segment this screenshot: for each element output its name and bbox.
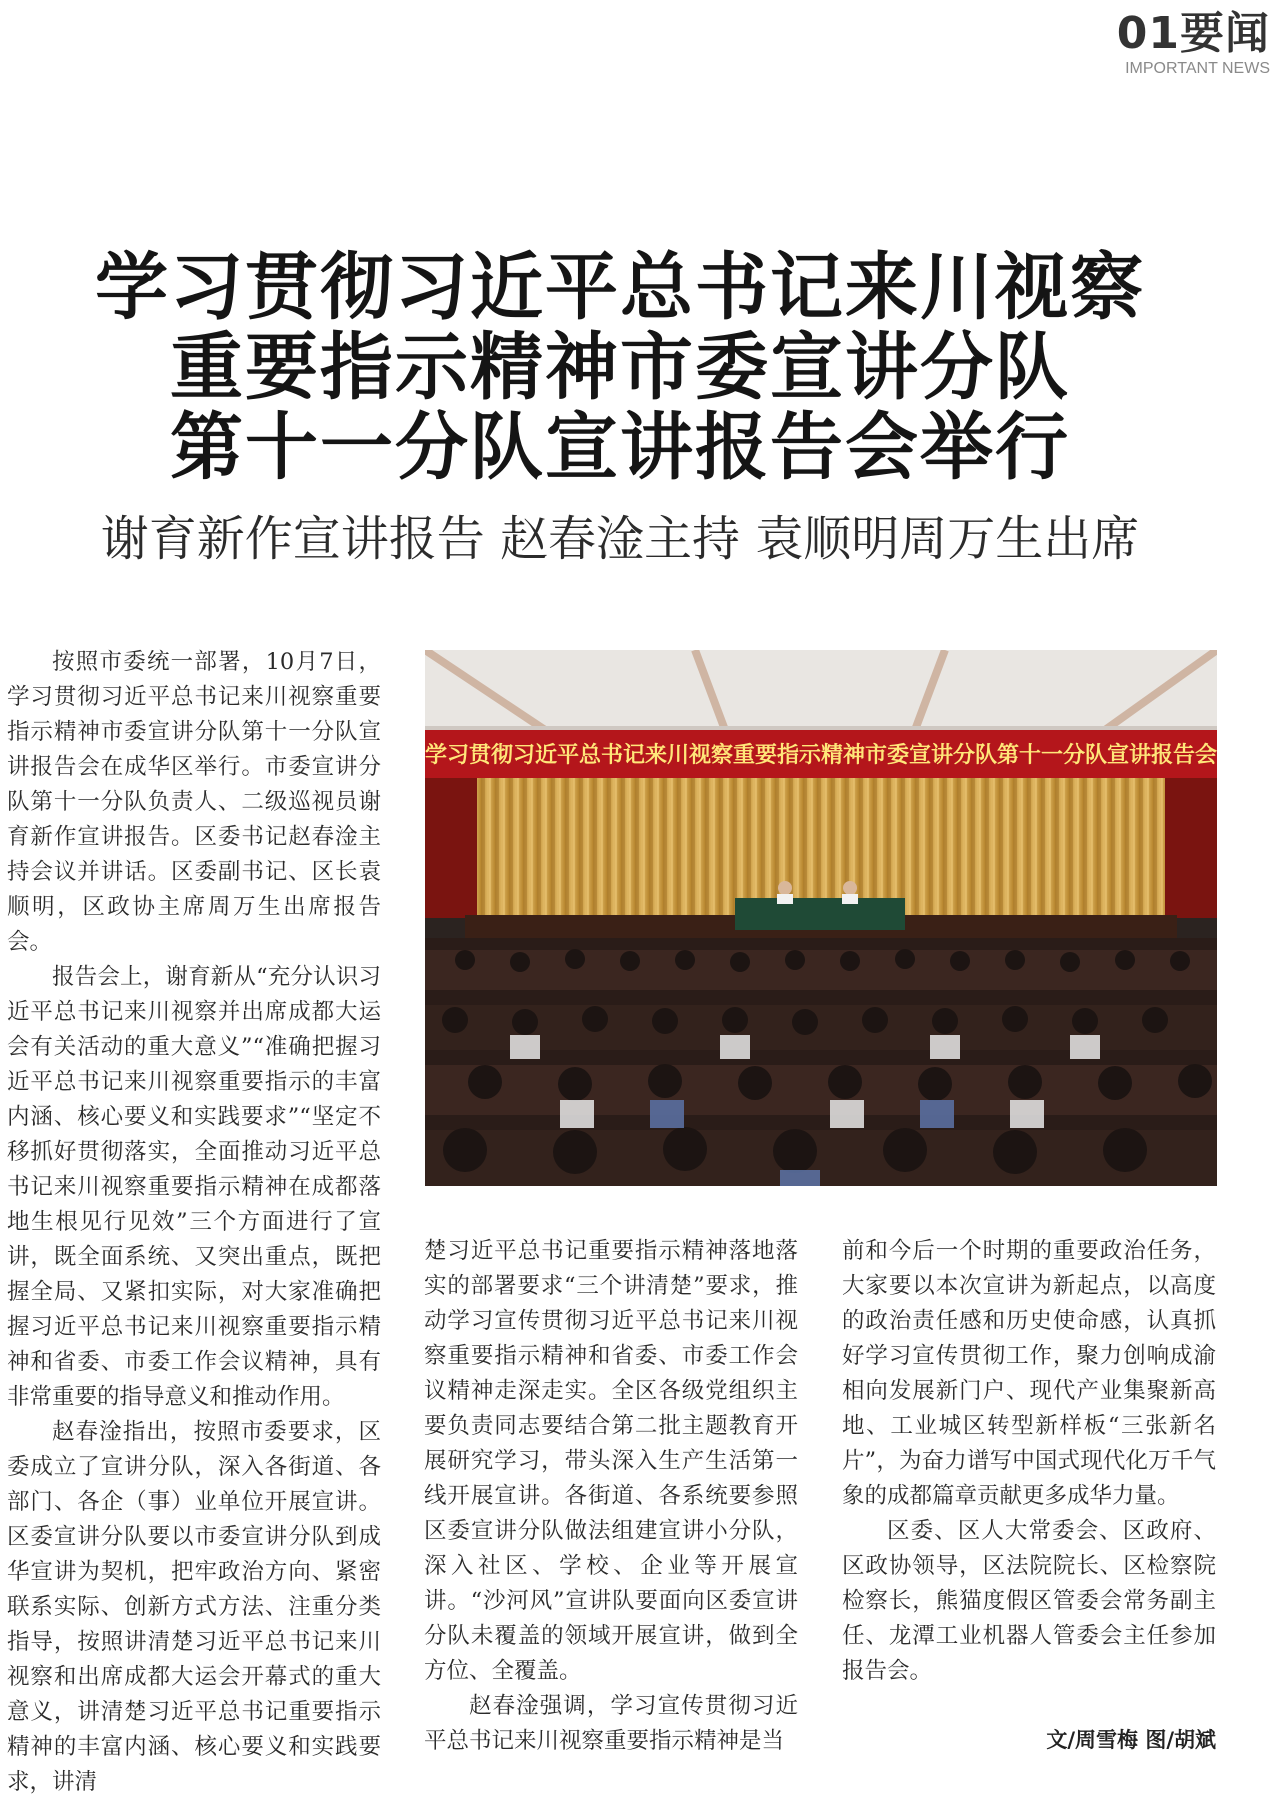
paragraph: 区委、区人大常委会、区政府、区政协领导，区法院院长、区检察院检察长，熊猫度假区管委会常务副主任、龙潭工业机器人管委会主任参加报告会。 [842, 1518, 1216, 1684]
paragraph: 赵春淦强调，学习宣传贯彻习近平总书记来川视察重要指示精神是当 [424, 1693, 798, 1754]
article-column-2 [424, 1234, 798, 1759]
section-english: IMPORTANT NEWS [1125, 60, 1270, 77]
section-number-title: 01要闻 [1116, 8, 1270, 59]
meeting-photo-illustration [425, 650, 1217, 1186]
byline-credit: 文/周雪梅 图/胡斌 [1046, 1728, 1216, 1752]
paragraph: 楚习近平总书记重要指示精神落地落实的部署要求“三个讲清楚”要求，推动学习宣传贯彻习近平总书记来川视察重要指示精神和省委、市委工作会议精神走深走实。全区各级党组织主要负责同志要结合第二批主题教育开展研究学习，带头深入生产生活第一线开展宣讲。各街道、各系统要参照区委宣讲分队做法组建宣讲小分队，深入社区、学校、企业等开展宣讲。“沙河风”宣讲队要面向区委宣讲分队未覆盖的领域开展宣讲，做到全方位、全覆盖。 [424, 1238, 798, 1684]
paragraph: 赵春淦指出，按照市委要求，区委成立了宣讲分队，深入各街道、各部门、各企（事）业单位开展宣讲。区委宣讲分队要以市委宣讲分队到成华宣讲为契机，把牢政治方向、紧密联系实际、创新方式方法、注重分类指导，按照讲清楚习近平总书记来川视察和出席成都大运会开幕式的重大意义，讲清楚习近平总书记重要指示精神的丰富内涵、核心要义和实践要求，讲清 [7, 1419, 381, 1795]
headline-line-3: 第十一分队宣讲报告会举行 [170, 405, 1070, 490]
article-column-3 [842, 1234, 1216, 1689]
banner-text: 学习贯彻习近平总书记来川视察重要指示精神市委宣讲分队第十一分队宣讲报告会 [425, 743, 1217, 768]
headline-line-1: 学习贯彻习近平总书记来川视察 [95, 245, 1145, 330]
meeting-photo [425, 650, 1217, 1186]
paragraph: 报告会上，谢育新从“充分认识习近平总书记来川视察并出席成都大运会有关活动的重大意义”“准确把握习近平总书记来川视察重要指示的丰富内涵、核心要义和实践要求”“坚定不移抓好贯彻落实，全面推动习近平总书记来川视察重要指示精神在成都落地生根见行见效”三个方面进行了宣讲，既全面系统、又突出重点，既把握全局、又紧扣实际，对大家准确把握习近平总书记来川视察重要指示精神和省委、市委工作会议精神，具有非常重要的指导意义和推动作用。 [7, 964, 381, 1410]
paragraph: 前和今后一个时期的重要政治任务，大家要以本次宣讲为新起点，以高度的政治责任感和历史使命感，认真抓好学习宣传贯彻工作，聚力创响成渝相向发展新门户、现代产业集聚新高地、工业城区转型新样板“三张新名片”，为奋力谱写中国式现代化万千气象的成都篇章贡献更多成华力量。 [842, 1238, 1216, 1509]
article-column-1 [7, 645, 381, 1800]
headline-line-2: 重要指示精神市委宣讲分队 [170, 325, 1070, 410]
subheadline: 谢育新作宣讲报告 赵春淦主持 袁顺明周万生出席 [100, 511, 1140, 567]
headline [60, 245, 1180, 490]
section-header [1117, 10, 1270, 78]
paragraph: 按照市委统一部署，10月7日，学习贯彻习近平总书记来川视察重要指示精神市委宣讲分队第十一分队宣讲报告会在成华区举行。市委宣讲分队第十一分队负责人、二级巡视员谢育新作宣讲报告。区委书记赵春淦主持会议并讲话。区委副书记、区长袁顺明，区政协主席周万生出席报告会。 [7, 649, 381, 955]
